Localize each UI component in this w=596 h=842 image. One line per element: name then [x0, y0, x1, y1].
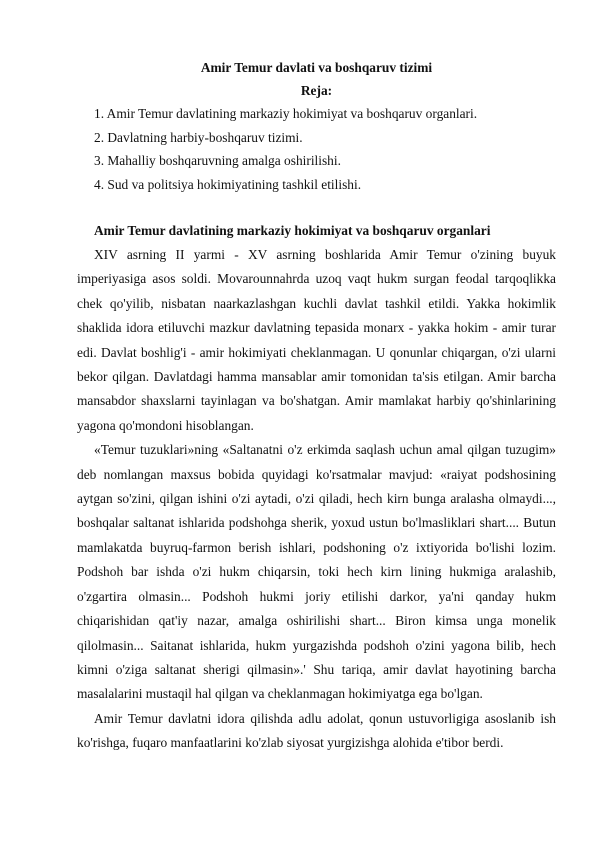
body-paragraph: XIV asrning II yarmi - XV asrning boshlarida Amir Temur o'zining buyuk imperiyasiga asos soldi. Movarounnahrda uzoq vaqt hukm surgan feodal tarqoqlikka chek qo'yilib, nisbatan naarkazlashgan kuchli davlat tashkil etildi. Yakka hokimlik shaklida idora etiluvchi mazkur davlatning tepasida monarx - yakka hokim - amir turar edi. Davlat boshlig'i - amir hokimiyati cheklanmagan. U qonunlar chiqargan, o'zi ularni bekor qilgan. Davlatdagi hamma mansablar amir tomonidan ta'sis etilgan. Amir barcha mansabdor shaxslarni tayinlagan va bo'shatgan. Amir mamlakat harbiy qo'shinlarining yagona qo'mondoni hisoblangan. — [77, 247, 556, 433]
body-paragraph: Amir Temur davlatni idora qilishda adlu adolat, qonun ustuvorligiga asoslanib ish ko'rishga, fuqaro manfaatlarini ko'zlab siyosat yurgizishga alohida e'tibor berdi. — [77, 710, 556, 751]
plan-label: Reja: — [300, 83, 333, 98]
plan-item: 2. Davlatning harbiy-boshqaruv tizimi. — [94, 129, 303, 145]
plan-item: 3. Mahalliy boshqaruvning amalga oshirilishi. — [94, 153, 341, 168]
document-title: Amir Temur davlati va boshqaruv tizimi — [200, 60, 433, 75]
section-heading: Amir Temur davlatining markaziy hokimiyat va boshqaruv organlari — [94, 223, 491, 238]
plan-list — [77, 102, 556, 196]
blank-line — [77, 196, 556, 219]
body-paragraph: «Temur tuzuklari»ning «Saltanatni o'z erkimda saqlash uchun amal qilgan tuzugim» deb nomlangan maxsus bobida quyidagi ko'rsatmalar mavjud: «raiyat podshosining aytgan so'zini, qilgan ishini o'zi aytadi, o'zi qiladi, hech kirn bunga aralasha olmaydi..., boshqalar saltanat ishlarida podshohga sherik, yoxud ustun bo'lmasliklari shart.... Butun mamlakatda buyruq-farmon berish ishlari, podshoning o'z ixtiyorida bo'lishi lozim. Podshoh bar ishda o'zi hukm chiqarsin, toki hech kirn lining hukmiga aralashib, o'zgartira olmasin... Podshoh hukmi joriy etilishi darkor, ya'ni qanday hukm chiqarishidan qat'iy nazar, amalga oshirilishi shart... Biron kimsa unga monelik qilolmasin... Saitanat ishlarida, hukm yurgazishda podshoh o'zini yagona bilib, hech kimni o'ziga saltanat sherigi qilmasin».' Shu tariqa, amir davlat hayotining barcha masalalarini mustaqil hal qilgan va cheklanmagan hokimiyatga ega bo'lgan. — [77, 442, 556, 702]
plan-item: 1. Amir Temur davlatining markaziy hokimiyat va boshqaruv organlari. — [94, 106, 478, 121]
plan-item: 4. Sud va politsiya hokimiyatining tashkil etilishi. — [94, 176, 362, 192]
